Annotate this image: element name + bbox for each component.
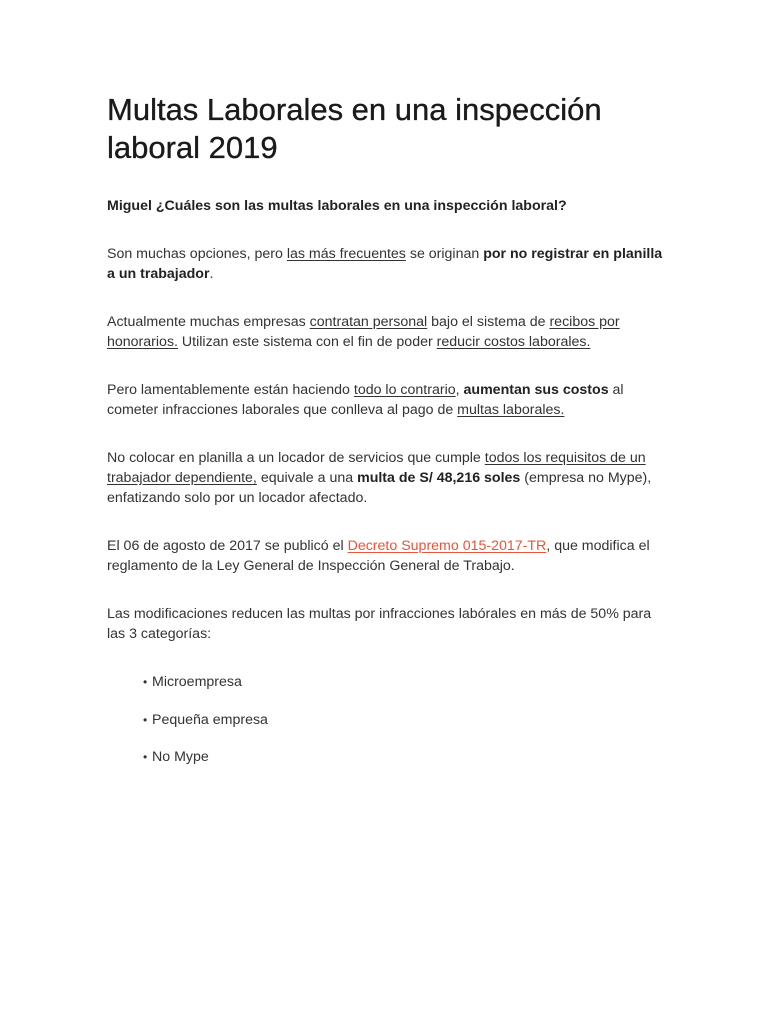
text: Utilizan este sistema con el fin de poder — [177, 334, 437, 350]
text: Son muchas opciones, pero — [107, 246, 287, 262]
text: equivale a una — [256, 470, 358, 486]
text: . — [209, 266, 214, 282]
article-question: Miguel ¿Cuáles son las multas laborales en una inspección laboral? — [107, 198, 567, 214]
list-item-label: Pequeña empresa — [152, 711, 268, 728]
article — [107, 91, 667, 785]
article-title: Multas Laborales en una inspección laboral 2019 — [107, 92, 602, 165]
text: No colocar en planilla a un locador de servicios que cumple — [107, 450, 485, 466]
list-item-label: Microempresa — [152, 674, 242, 690]
link-contratan-personal[interactable]: contratan personal — [309, 314, 428, 330]
text: Actualmente muchas empresas — [107, 314, 310, 330]
paragraph-1 — [107, 244, 667, 284]
list-item — [143, 747, 667, 767]
category-list — [107, 672, 667, 767]
paragraph-4 — [107, 448, 667, 508]
link-decreto-supremo[interactable]: Decreto Supremo 015-2017-TR — [347, 538, 547, 554]
list-item-label: No Mype — [152, 749, 209, 765]
text: bajo el sistema de — [427, 314, 550, 330]
paragraph-2 — [107, 312, 667, 352]
link-todo-lo-contrario[interactable]: todo lo contrario — [353, 382, 456, 398]
text: se originan — [405, 246, 484, 262]
bold-text: multa de S/ 48,216 soles — [357, 470, 521, 486]
bullet-icon: • — [143, 675, 148, 689]
text: , — [455, 382, 464, 398]
text: al cometer infracciones laborales que conlleva al pago de — [107, 382, 624, 418]
bullet-icon: • — [143, 750, 148, 764]
text: Pero lamentablemente están haciendo — [107, 382, 354, 398]
list-item — [143, 672, 667, 692]
text: , que modifica el reglamento de la Ley General de Inspección General de Trabajo. — [107, 538, 650, 574]
link-multas-laborales[interactable]: multas laborales. — [457, 402, 565, 418]
list-item — [143, 710, 667, 730]
link-requisitos-trabajador[interactable]: todos los requisitos de un trabajador dependiente, — [107, 450, 646, 486]
paragraph-3 — [107, 380, 667, 420]
link-mas-frecuentes[interactable]: las más frecuentes — [286, 246, 406, 262]
paragraph-6: Las modificaciones reducen las multas por infracciones labórales en más de 50% para las 3 categorías: — [107, 606, 652, 642]
bold-text: aumentan sus costos — [463, 382, 609, 398]
link-recibos-por-honorarios[interactable]: recibos por honorarios. — [107, 314, 620, 350]
link-reducir-costos[interactable]: reducir costos laborales. — [436, 334, 591, 350]
text: (empresa no Mype), enfatizando solo por un locador afectado. — [107, 470, 652, 506]
bold-text: por no registrar en planilla a un trabajador — [107, 246, 663, 282]
paragraph-5 — [107, 536, 667, 576]
bullet-icon: • — [143, 712, 148, 727]
text: El 06 de agosto de 2017 se publicó el — [107, 538, 348, 554]
